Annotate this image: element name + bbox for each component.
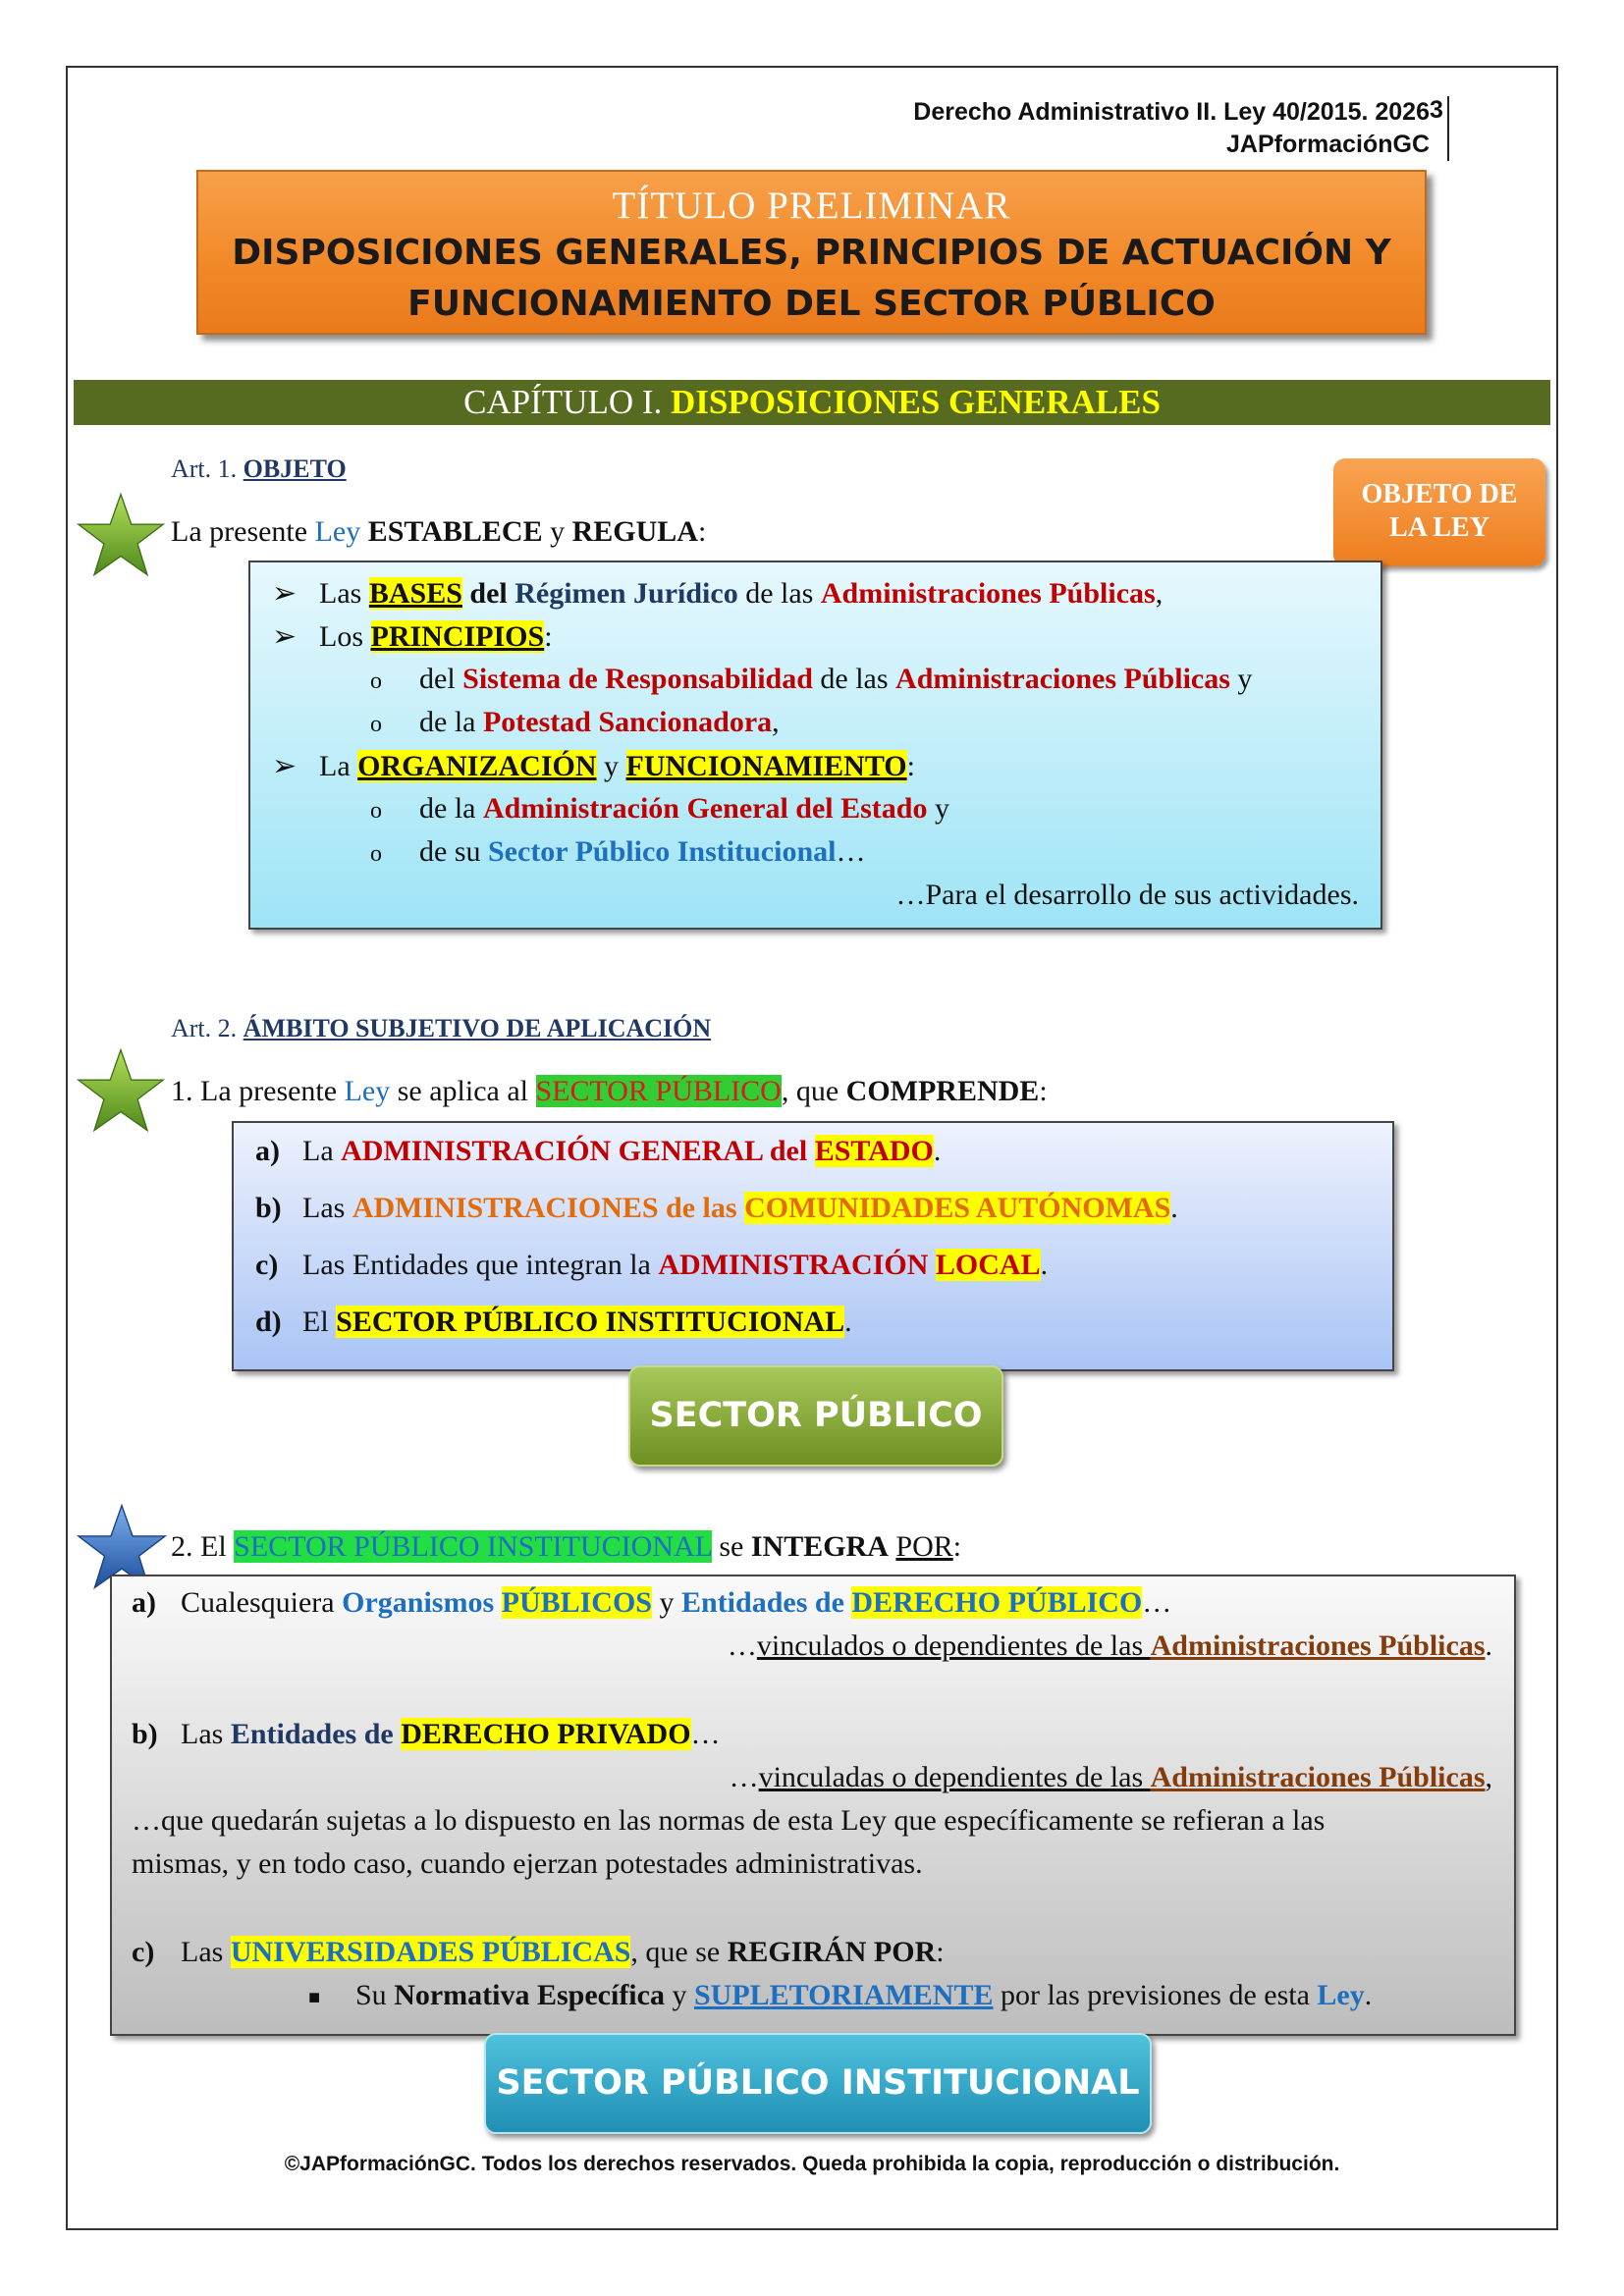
green-star-icon [77, 491, 165, 579]
objeto-ley-badge [1333, 458, 1545, 566]
art1-object-box [248, 561, 1382, 930]
page-number: 3 [1430, 96, 1443, 124]
spi-b-text-1: …que quedarán sujetas a lo dispuesto en las normas de esta Ley que específicamente se refieran a las [132, 1804, 1326, 1837]
art1-label: Art. 1. [171, 454, 238, 483]
list-item: o de la Potestad Sancionadora, [370, 706, 780, 738]
list-item: ➢ Las BASES del Régimen Jurídico de las Administraciones Públicas, [272, 577, 1164, 610]
list-item: b) Las Entidades de DERECHO PRIVADO… [132, 1718, 721, 1750]
green-star-icon [77, 1046, 165, 1135]
list-item: ➢ La ORGANIZACIÓN y FUNCIONAMIENTO: [272, 750, 915, 782]
list-item: b) Las ADMINISTRACIONES de las COMUNIDADES AUTÓNOMAS. [255, 1192, 1178, 1224]
list-item: d) El SECTOR PÚBLICO INSTITUCIONAL. [255, 1306, 852, 1338]
art1-intro: La presente Ley ESTABLECE y REGULA: [171, 515, 707, 548]
art1-heading [171, 454, 347, 484]
sector-publico-institucional-badge: SECTOR PÚBLICO INSTITUCIONAL [484, 2033, 1152, 2134]
chapter-prefix: CAPÍTULO I. [463, 383, 663, 421]
list-item: c) Las UNIVERSIDADES PÚBLICAS, que se REGIRÁN POR: [132, 1936, 945, 1968]
art2-title: ÁMBITO SUBJETIVO DE APLICACIÓN [243, 1014, 712, 1042]
list-item: …vinculados o dependientes de las Administraciones Públicas. [727, 1629, 1492, 1662]
badge-line-2: LA LEY [1389, 512, 1489, 543]
sector-publico-box [232, 1121, 1394, 1371]
sector-publico-institucional-box [110, 1575, 1516, 2036]
sector-publico-badge: SECTOR PÚBLICO [628, 1365, 1003, 1467]
title-line-3: FUNCIONAMIENTO DEL SECTOR PÚBLICO [407, 284, 1216, 324]
list-item: a) Cualesquiera Organismos PÚBLICOS y Entidades de DERECHO PÚBLICO… [132, 1586, 1172, 1619]
list-item: ■ Su Normativa Específica y SUPLETORIAMENTE por las previsiones de esta Ley. [308, 1979, 1373, 2011]
art1-closing: …Para el desarrollo de sus actividades. [895, 879, 1359, 911]
list-item: o del Sistema de Responsabilidad de las Administraciones Públicas y [370, 663, 1253, 695]
art2-p1: 1. La presente Ley se aplica al SECTOR PÚBLICO, que COMPRENDE: [171, 1075, 1048, 1107]
list-item: c) Las Entidades que integran la ADMINISTRACIÓN LOCAL. [255, 1249, 1049, 1281]
chapter-banner [74, 380, 1550, 425]
art2-label: Art. 2. [171, 1014, 238, 1042]
title-line-1: TÍTULO PRELIMINAR [612, 185, 1011, 227]
art1-title: OBJETO [243, 454, 347, 483]
page-header [913, 96, 1449, 161]
header-author: JAPformaciónGC [1226, 131, 1430, 158]
list-item: o de la Administración General del Estado y [370, 792, 949, 825]
list-item: a) La ADMINISTRACIÓN GENERAL del ESTADO. [255, 1135, 942, 1167]
badge-line-1: OBJETO DE [1361, 479, 1518, 509]
chapter-title: DISPOSICIONES GENERALES [671, 383, 1161, 421]
art2-heading [171, 1014, 711, 1043]
list-item: ➢ Los PRINCIPIOS: [272, 620, 553, 653]
copyright-footer: ©JAPformaciónGC. Todos los derechos reservados. Queda prohibida la copia, reproducción o distribución. [284, 2153, 1340, 2175]
title-banner [196, 170, 1427, 335]
spi-b-text-2: mismas, y en todo caso, cuando ejerzan potestades administrativas. [132, 1847, 923, 1880]
art2-p2: 2. El SECTOR PÚBLICO INSTITUCIONAL se INTEGRA POR: [171, 1530, 962, 1563]
header-title: Derecho Administrativo II. Ley 40/2015. 2026 [913, 98, 1430, 126]
title-line-2: DISPOSICIONES GENERALES, PRINCIPIOS DE ACTUACIÓN Y [232, 233, 1391, 273]
list-item: …vinculadas o dependientes de las Administraciones Públicas, [729, 1761, 1492, 1793]
list-item: o de su Sector Público Institucional… [370, 835, 866, 868]
